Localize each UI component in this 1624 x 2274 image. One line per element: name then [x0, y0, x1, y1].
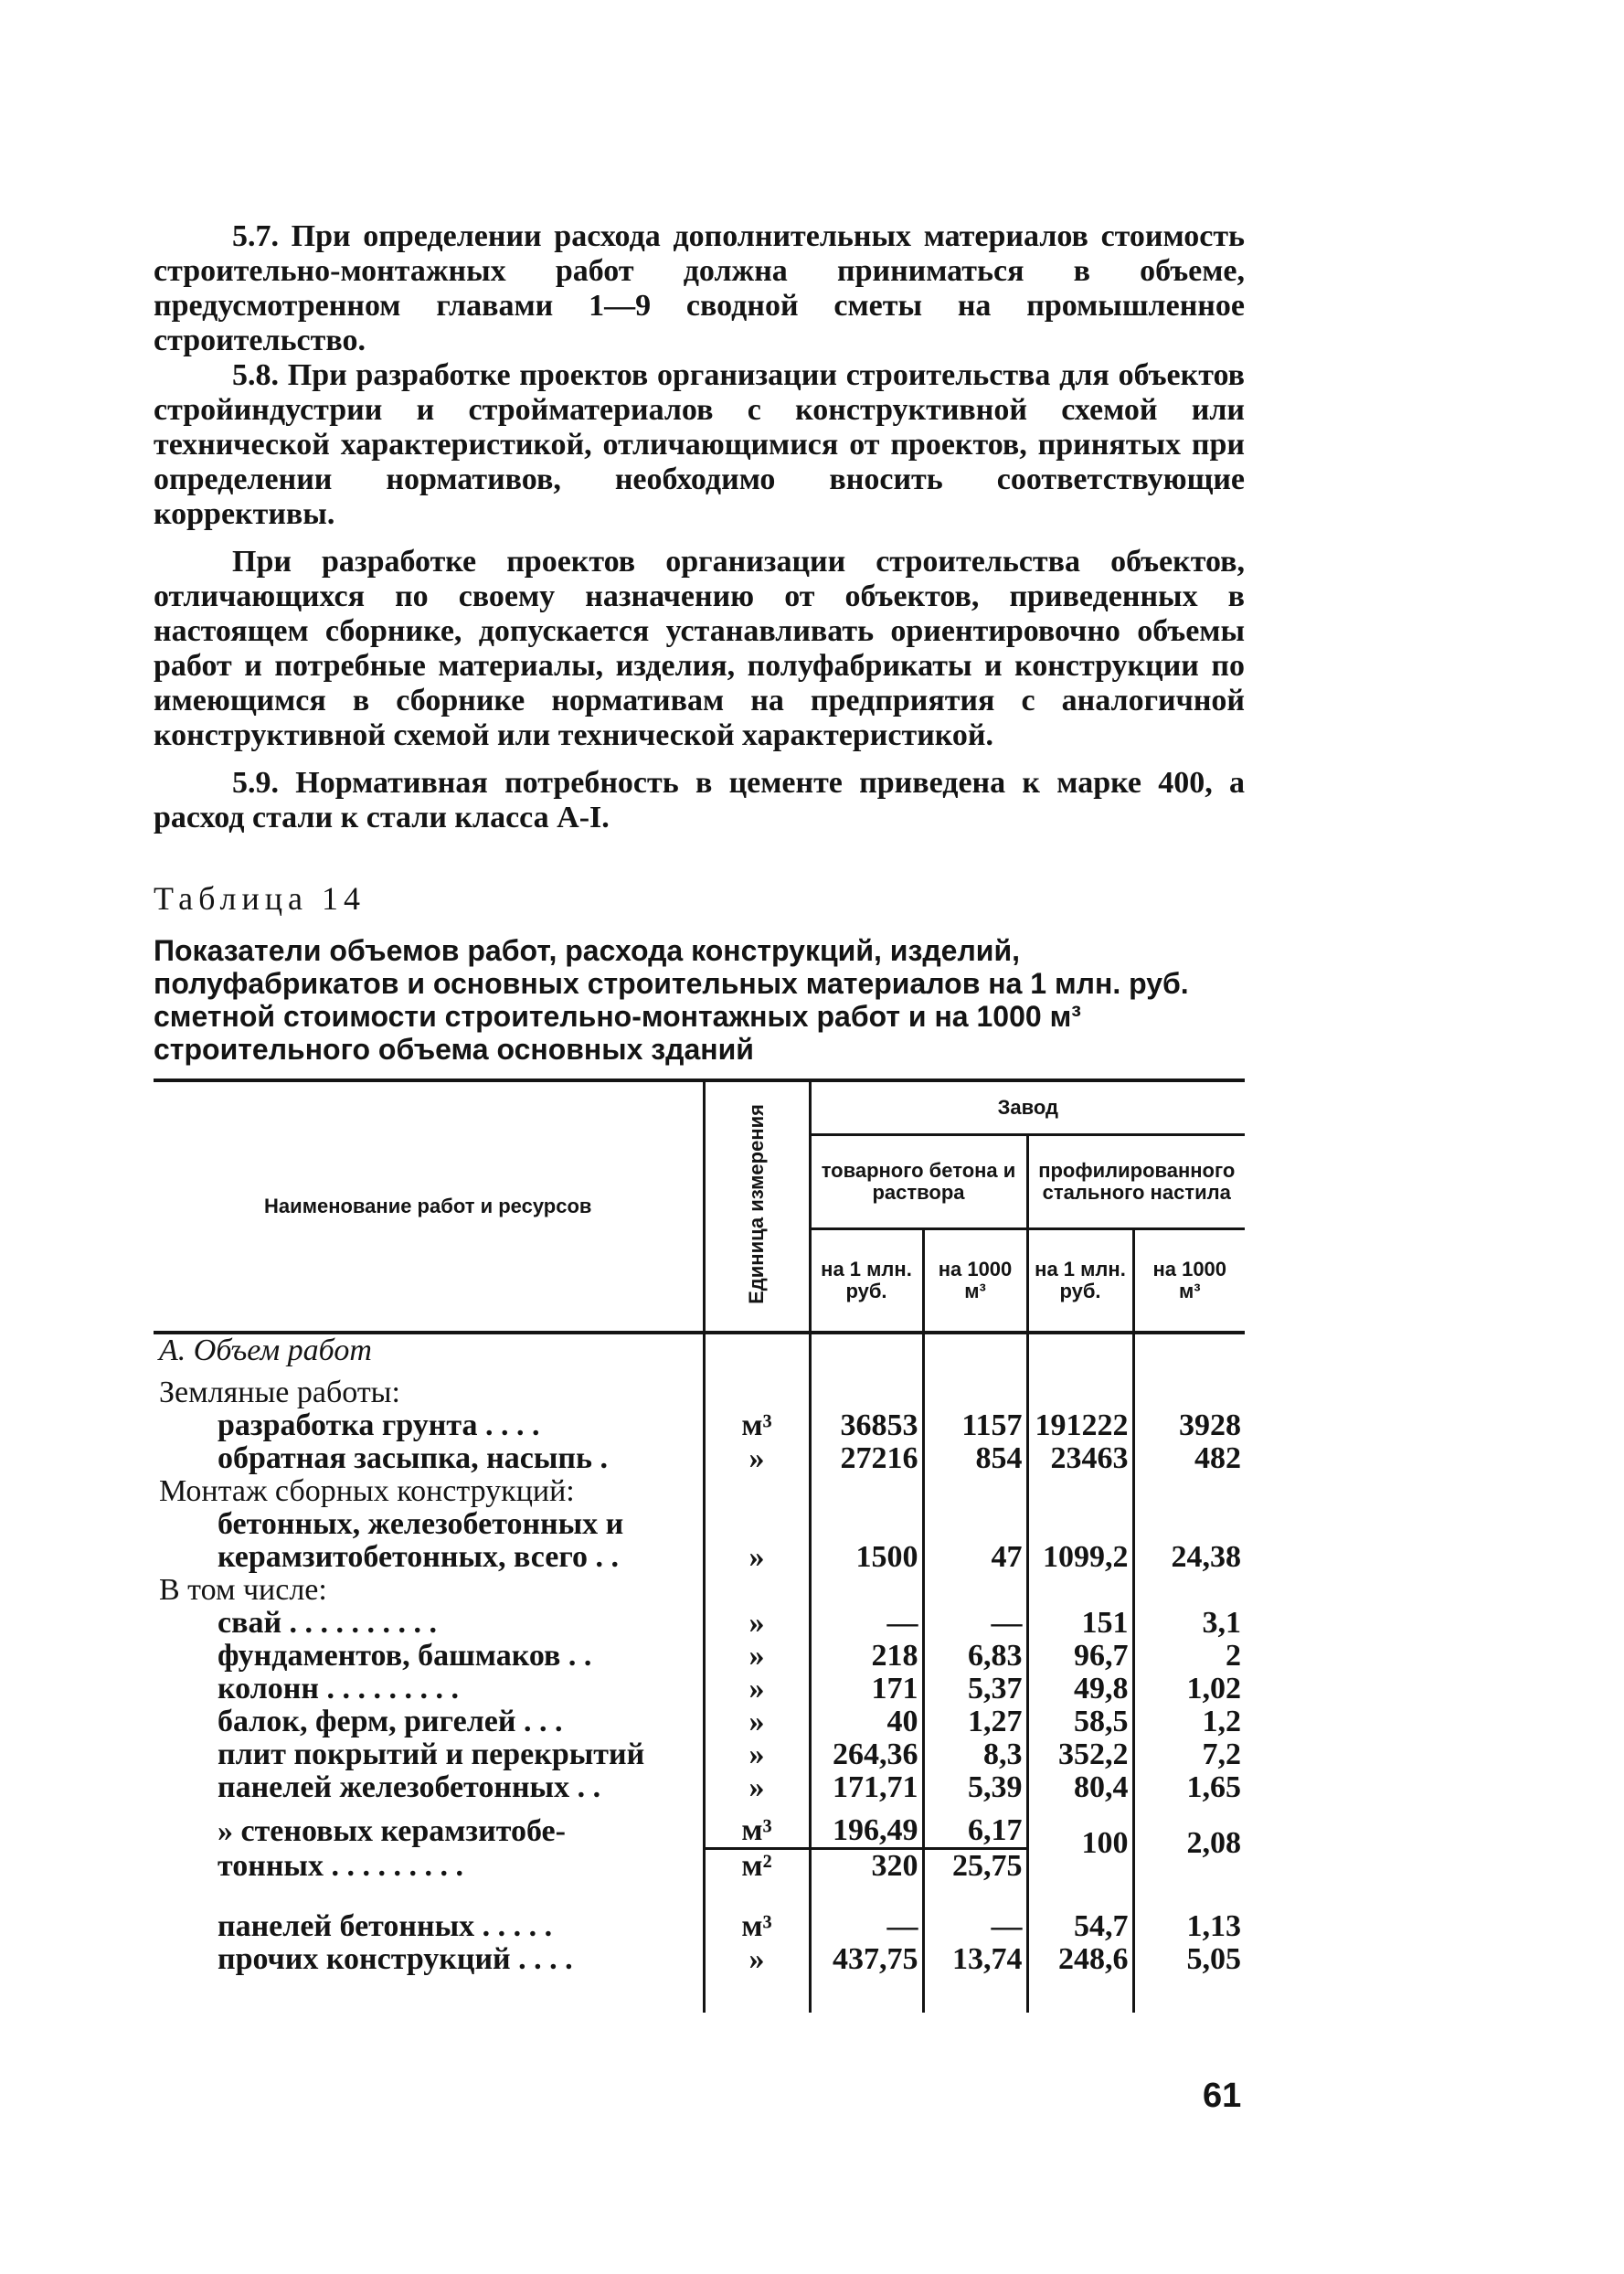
row-name: фундаментов, башмаков . . [218, 1639, 592, 1673]
row-unit: м³ [704, 1804, 810, 1848]
row-unit: » [704, 1771, 810, 1804]
row-unit: » [704, 1673, 810, 1706]
cell: 1500 [810, 1541, 923, 1574]
row-name: свай . . . . . . . . . . [218, 1606, 438, 1640]
cell: 40 [810, 1706, 923, 1738]
cell: 25,75 [923, 1848, 1027, 1883]
row-unit: » [704, 1607, 810, 1640]
cell: 100 [1027, 1804, 1133, 1883]
paragraph-deviation: При разработке проектов организации строительства объектов, отличающихся по своему назначению от объектов, приведенных в настоящем сборнике, допускается устанавливать ориентировочно объемы работ и потребные материалы, изделия, полуфабрикаты и конструкции по имеющимся в сборнике нормативам на предприятия с аналогичной конструктивной схемой или технической характеристикой. [154, 545, 1245, 752]
cell: 1,65 [1133, 1771, 1245, 1804]
cell: 248,6 [1027, 1943, 1133, 2013]
row-unit: » [704, 1640, 810, 1673]
row-unit: » [704, 1943, 810, 2013]
header-unit-text: Единица измерения [745, 1104, 768, 1304]
cell: 6,83 [923, 1640, 1027, 1673]
cell: — [923, 1607, 1027, 1640]
cell: 8,3 [923, 1738, 1027, 1771]
cell: 151 [1027, 1607, 1133, 1640]
cell: — [810, 1883, 923, 1943]
cell: 49,8 [1027, 1673, 1133, 1706]
header-plant: Завод [810, 1080, 1245, 1135]
cell: 36853 [810, 1409, 923, 1442]
table-row [154, 1706, 1245, 1738]
row-name: плит покрытий и перекрытий [218, 1737, 645, 1771]
row-name: панелей бетонных . . . . . [218, 1908, 553, 1943]
data-table [154, 1079, 1245, 2013]
cell: 58,5 [1027, 1706, 1133, 1738]
cell: 3928 [1133, 1409, 1245, 1442]
row-name: керамзитобетонных, всего . . [218, 1540, 619, 1574]
table-row [154, 1804, 1245, 1848]
row-name: разработка грунта . . . . [218, 1408, 540, 1442]
cell: 437,75 [810, 1943, 923, 2013]
row-name: колонн . . . . . . . . . [218, 1672, 459, 1706]
cell: 2,08 [1133, 1804, 1245, 1883]
cell: 171 [810, 1673, 923, 1706]
cell: 191222 [1027, 1409, 1133, 1442]
row-unit: » [704, 1541, 810, 1574]
row-unit: м³ [704, 1883, 810, 1943]
table-row [154, 1409, 1245, 1442]
row-unit: м² [704, 1848, 810, 1883]
row-name-line1: бетонных, железобетонных и [218, 1507, 624, 1541]
row-name: панелей железобетонных . . [218, 1770, 601, 1804]
row-unit: » [704, 1442, 810, 1475]
section-title: А. Объем работ [159, 1334, 372, 1367]
table-row [154, 1367, 1245, 1409]
row-name: прочих конструкций . . . . [218, 1941, 573, 1976]
table-row [154, 1640, 1245, 1673]
header-per-1000-2: на 1000 м³ [1133, 1229, 1245, 1334]
row-name: балок, ферм, ригелей . . . [218, 1705, 563, 1738]
cell: 1157 [923, 1409, 1027, 1442]
cell: 7,2 [1133, 1738, 1245, 1771]
cell: 80,4 [1027, 1771, 1133, 1804]
page-number: 61 [1203, 2077, 1242, 2115]
row-unit: » [704, 1706, 810, 1738]
cell: 5,05 [1133, 1943, 1245, 2013]
cell: 5,37 [923, 1673, 1027, 1706]
table-row [154, 1574, 1245, 1607]
table-row [154, 1541, 1245, 1574]
table-row [154, 1442, 1245, 1475]
cell: 482 [1133, 1442, 1245, 1475]
cell: 1,02 [1133, 1673, 1245, 1706]
table-row [154, 1771, 1245, 1804]
header-per-mln-1: на 1 млн. руб. [810, 1229, 923, 1334]
table-row [154, 1475, 1245, 1508]
table-number: Таблица 14 [154, 880, 366, 917]
cell: 5,39 [923, 1771, 1027, 1804]
header-per-1000-1: на 1000 м³ [923, 1229, 1027, 1334]
cell: 854 [923, 1442, 1027, 1475]
cell: 23463 [1027, 1442, 1133, 1475]
row-name: обратная засыпка, насыпь . [218, 1441, 608, 1475]
header-unit [704, 1080, 810, 1333]
row-name: тонных . . . . . . . . . [218, 1848, 463, 1883]
row-name-line1: » стеновых керамзитобе- [218, 1814, 566, 1848]
table-row [154, 1673, 1245, 1706]
cell: 320 [810, 1848, 923, 1883]
row-category: Монтаж сборных конструкций: [159, 1474, 575, 1508]
row-category: Земляные работы: [159, 1376, 400, 1409]
cell: — [923, 1883, 1027, 1943]
paragraph-5-8: 5.8. При разработке проектов организации строительства для объектов стройиндустрии и стройматериалов с конструктивной схемой или технической характеристикой, отличающимися от проектов, принятых при определении нормативов, необходимо вносить соответствующие коррективы. [154, 358, 1245, 531]
paragraph-5-9: 5.9. Нормативная потребность в цементе приведена к марке 400, а расход стали к стали класса А-I. [154, 766, 1245, 834]
cell: 196,49 [810, 1804, 923, 1848]
page-content [154, 219, 1245, 2013]
table-row [154, 1943, 1245, 2013]
cell: 352,2 [1027, 1738, 1133, 1771]
table-title: Показатели объемов работ, расхода конструкций, изделий, полуфабрикатов и основных строительных материалов на 1 млн. руб. сметной стоимости строительно-монтажных работ и на 1000 м³ строительного объема основных зданий [154, 934, 1189, 1066]
cell: 3,1 [1133, 1607, 1245, 1640]
header-group-steel: профилированного стального настила [1027, 1135, 1245, 1229]
table-row [154, 1738, 1245, 1771]
cell: 1,2 [1133, 1706, 1245, 1738]
row-unit: м³ [704, 1409, 810, 1442]
section-row [154, 1333, 1245, 1367]
header-name: Наименование работ и ресурсов [154, 1080, 704, 1333]
cell: 96,7 [1027, 1640, 1133, 1673]
cell: 27216 [810, 1442, 923, 1475]
cell: 47 [923, 1541, 1027, 1574]
cell: 1099,2 [1027, 1541, 1133, 1574]
cell: 264,36 [810, 1738, 923, 1771]
cell: 171,71 [810, 1771, 923, 1804]
row-category: В том числе: [159, 1573, 327, 1607]
table-row [154, 1883, 1245, 1943]
table-row [154, 1508, 1245, 1541]
cell: 6,17 [923, 1804, 1027, 1848]
row-unit: » [704, 1738, 810, 1771]
cell: 1,27 [923, 1706, 1027, 1738]
cell: 1,13 [1133, 1883, 1245, 1943]
cell: 13,74 [923, 1943, 1027, 2013]
table-row [154, 1607, 1245, 1640]
cell: 54,7 [1027, 1883, 1133, 1943]
header-per-mln-2: на 1 млн. руб. [1027, 1229, 1133, 1334]
header-group-concrete: товарного бетона и раствора [810, 1135, 1027, 1229]
cell: 218 [810, 1640, 923, 1673]
cell: — [810, 1607, 923, 1640]
cell: 2 [1133, 1640, 1245, 1673]
cell: 24,38 [1133, 1541, 1245, 1574]
paragraph-5-7: 5.7. При определении расхода дополнительных материалов стоимость строительно-монтажных работ должна приниматься в объеме, предусмотренном главами 1—9 сводной сметы на промышленное строительство. [154, 219, 1245, 357]
